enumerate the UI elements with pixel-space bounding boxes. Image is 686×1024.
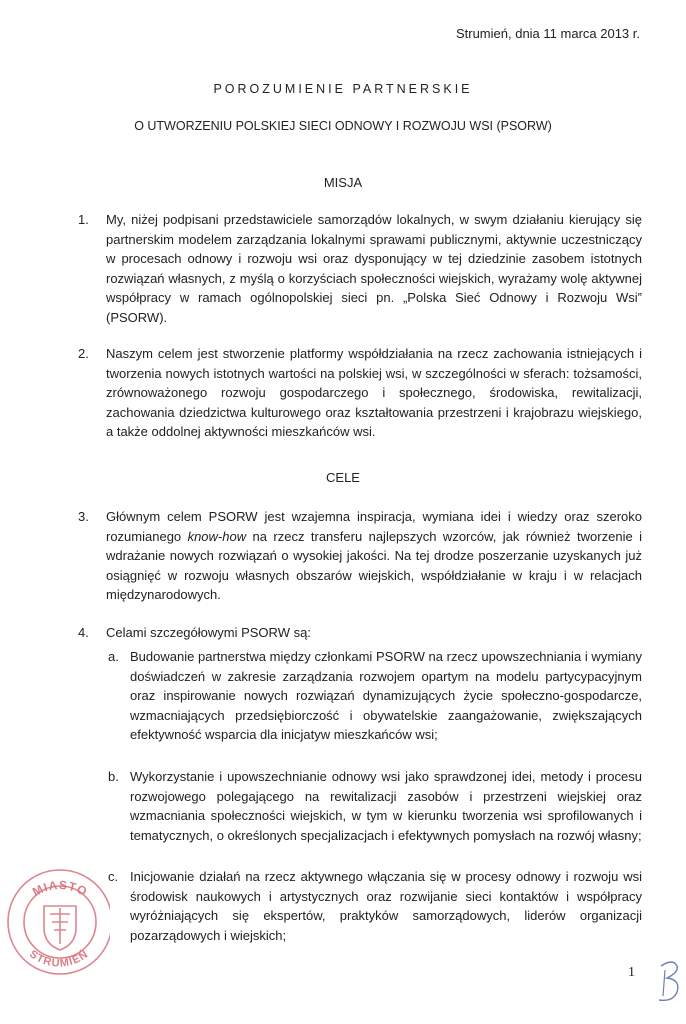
sub-item-text: Budowanie partnerstwa między członkami PSORW na rzecz upowszechniania i wymiany doświadczeń w zakresie zarządzania rozwojem opartym na modelu partycypacyjnym oraz inspirowanie nowych rozwiązań dynamizujących życie społeczno-gospodarcze, wzmacniających przedsiębiorczość i obywatelskie zaangażowanie, zwiększających efektywność wsparcia dla inicjatyw mieszkańców wsi; xyxy=(130,649,642,743)
item-number: 3. xyxy=(78,509,89,524)
page-number: 1 xyxy=(628,965,635,980)
list-item xyxy=(78,623,642,643)
item-text: My, niżej podpisani przedstawiciele samorządów lokalnych, w swym działaniu kierujący się partnerskim modelem zarządzania lokalnymi sprawami publicznymi, aktywnie uczestniczący w procesach odnowy i rozwoju wsi oraz dysponujący w tej dziedzinie zasobem istotnych rozwiązań własnych, z myślą o korzyściach społeczności wiejskich, wyrażamy wolę aktywnej współpracy w ramach ogólnopolskiej sieci pn. „Polska Sieć Odnowy i Rozwoju Wsi” (PSORW). xyxy=(106,212,642,325)
handwritten-initial-mark xyxy=(655,956,683,1006)
sub-item-letter: c. xyxy=(108,869,119,884)
item-text-part: na rzecz transferu najlepszych wzorców, jak również tworzenie i wdrażanie nowych rozwiązań o wysokiej jakości. Na tej drodze poszerzanie uzyskanych już osiągnięć w rozwoju własnych obszarów wiejskich, współdziałanie w kraju i w relacjach międzynarodowych. xyxy=(106,528,642,603)
document-title: POROZUMIENIE PARTNERSKIE xyxy=(213,82,473,96)
document-date: Strumień, dnia 11 marca 2013 r. xyxy=(455,26,640,41)
list-item xyxy=(78,344,642,442)
sub-item-text: Wykorzystanie i upowszechnianie odnowy wsi jako sprawdzonej idei, metody i procesu rozwojowego polegającego na rewitalizacji zasobów i przestrzeni wiejskiej oraz wzmacniania społeczności wiejskich, w tym w kierunku tworzenia wsi sprofilowanych i tematycznych, o określonych specjalizacjach i efektywnych pomysłach na rozwój własny; xyxy=(130,769,642,843)
sub-item-letter: b. xyxy=(108,769,119,784)
sub-item-text: Inicjowanie działań na rzecz aktywnego włączania się w procesy odnowy i rozwoju wsi środowisk naukowych i artystycznych oraz rozwijanie sieci kontaktów i współpracy wyróżniających się ekspertów, praktyków samorządowych, liderów organizacji pozarządowych i wiejskich; xyxy=(130,869,642,943)
document-subtitle: O UTWORZENIU POLSKIEJ SIECI ODNOWY I ROZWOJU WSI (PSORW) xyxy=(134,119,552,133)
section-heading-goals: CELE xyxy=(326,470,360,485)
list-item xyxy=(78,210,642,328)
sub-list-item xyxy=(108,767,642,845)
sub-list-item xyxy=(108,647,642,745)
svg-text:MIASTO xyxy=(30,878,90,899)
item-number: 1. xyxy=(78,212,89,227)
item-text-part: Głównym celem PSORW jest wzajemna inspiracja, wymiana idei i wiedzy oraz szeroko rozumianego xyxy=(106,509,642,544)
stamp-top-text: MIASTO xyxy=(30,877,90,900)
sub-item-letter: a. xyxy=(108,649,119,664)
stamp-bottom-text: STRUMIEŃ xyxy=(27,948,91,970)
item-number: 2. xyxy=(78,346,89,361)
item-text xyxy=(106,507,642,605)
section-heading-mission: MISJA xyxy=(323,175,363,190)
list-item xyxy=(78,507,642,605)
sub-list-item xyxy=(108,867,642,945)
official-stamp xyxy=(0,858,110,978)
svg-text:STRUMIEŃ xyxy=(27,947,91,969)
item-text: Naszym celem jest stworzenie platformy współdziałania na rzecz zachowania istniejących i tworzenia nowych istotnych wartości na polskiej wsi, w szczególności w sferach: tożsamości, zrównoważonego rozwoju gospodarczego i społecznego, środowiska, rewitalizacji, zachowania dziedzictwa kulturowego oraz kształtowania przestrzeni i krajobrazu wiejskiego, a także oddolnej aktywności mieszkańców wsi. xyxy=(106,346,642,440)
item-text: Celami szczegółowymi PSORW są: xyxy=(106,625,311,640)
item-number: 4. xyxy=(78,625,89,640)
item-text-emphasis: know-how xyxy=(187,528,247,544)
